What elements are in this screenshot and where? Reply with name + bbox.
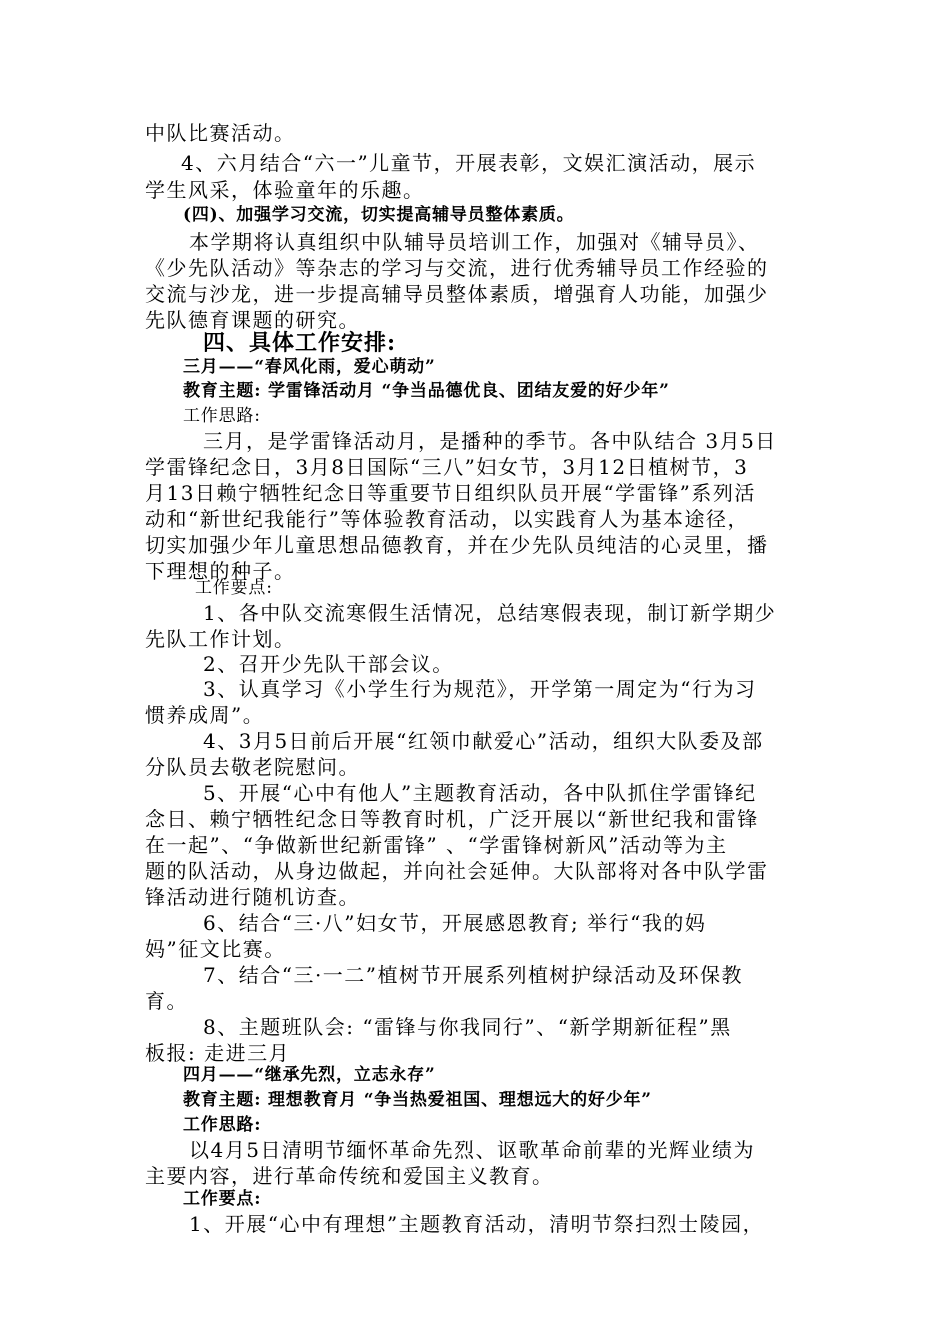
text-line: 以4月5日清明节缅怀革命先烈、讴歌革命前辈的光辉业绩为	[189, 1138, 755, 1162]
text-line: 4、六月结合“六一”儿童节，开展表彰，文娱汇演活动，展示	[181, 151, 757, 175]
subheading: 工作思路:	[183, 1115, 262, 1135]
theme-heading: 教育主题: 理想教育月 “争当热爱祖国、理想远大的好少年”	[183, 1090, 652, 1110]
text-line: 切实加强少年儿童思想品德教育，并在少先队员纯洁的心灵里，播	[145, 533, 769, 557]
text-line: 念日、赖宁牺牲纪念日等教育时机，广泛开展以“新世纪我和雷锋	[145, 807, 759, 831]
text-line: 妈”征文比赛。	[145, 937, 286, 961]
text-line: 先队工作计划。	[145, 627, 296, 651]
text-line: 《少先队活动》等杂志的学习与交流，进行优秀辅导员工作经验的	[145, 256, 769, 280]
text-line: 8、主题班队会: “雷锋与你我同行”、“新学期新征程”黑	[203, 1015, 732, 1039]
text-line: 3、认真学习《小学生行为规范》，开学第一周定为“行为习	[203, 677, 757, 701]
text-line: 下理想的种子。	[145, 559, 296, 583]
text-line: 7、结合“三·一二”植树节开展系列植树护绿活动及环保教	[203, 963, 744, 987]
subheading: 工作要点:	[183, 1189, 262, 1209]
text-line: 分队员去敬老院慰问。	[145, 755, 360, 779]
text-line: 2、召开少先队干部会议。	[203, 652, 454, 676]
text-line: 题的队活动，从身边做起，并向社会延伸。大队部将对各中队学雷	[145, 859, 769, 883]
text-line: 板报: 走进三月	[145, 1041, 291, 1065]
text-line: 先队德育课题的研究。	[145, 308, 360, 332]
text-line: 月13日赖宁牺牲纪念日等重要节日组织队员开展“学雷锋”系列活	[145, 481, 756, 505]
subheading: 工作思路:	[183, 406, 261, 426]
month-heading: 三月——“春风化雨，爱心萌动”	[183, 357, 436, 377]
text-line: 三月，是学雷锋活动月，是播种的季节。各中队结合 3月5日	[203, 429, 777, 453]
theme-heading: 教育主题: 学雷锋活动月 “争当品德优良、团结友爱的好少年”	[183, 381, 670, 401]
text-line: 育。	[145, 989, 188, 1013]
text-line: 学雷锋纪念日，3月8日国际“三八”妇女节，3月12日植树节，3	[145, 455, 749, 479]
text-line: 交流与沙龙，进一步提高辅导员整体素质，增强育人功能，加强少	[145, 282, 769, 306]
text-line: 6、结合“三·八”妇女节，开展感恩教育; 举行“我的妈	[203, 911, 707, 935]
section-heading: (四)、加强学习交流，切实提高辅导员整体素质。	[183, 205, 575, 225]
text-line: 锋活动进行随机访查。	[145, 885, 360, 909]
text-line: 中队比赛活动。	[145, 121, 296, 145]
text-line: 1、开展“心中有理想”主题教育活动，清明节祭扫烈士陵园，	[189, 1212, 765, 1236]
text-line: 惯养成周”。	[145, 703, 265, 727]
subheading: 工作要点:	[195, 578, 273, 598]
text-line: 4、3月5日前后开展“红领巾献爱心”活动，组织大队委及部	[203, 729, 764, 753]
text-line: 学生风采，体验童年的乐趣。	[145, 178, 425, 202]
chapter-heading: 四、具体工作安排:	[203, 330, 397, 356]
text-line: 动和“新世纪我能行”等体验教育活动，以实践育人为基本途径，	[145, 507, 749, 531]
month-heading: 四月——“继承先烈，立志永存”	[183, 1065, 436, 1085]
text-line: 5、开展“心中有他人”主题教育活动，各中队抓住学雷锋纪	[203, 781, 757, 805]
text-line: 主要内容，进行革命传统和爱国主义教育。	[145, 1164, 554, 1188]
text-line: 在一起”、“争做新世纪新雷锋” 、“学雷锋树新风”活动等为主	[145, 833, 728, 857]
text-line: 本学期将认真组织中队辅导员培训工作，加强对《辅导员》、	[189, 230, 760, 254]
text-line: 1、各中队交流寒假生活情况，总结寒假表现，制订新学期少	[203, 601, 777, 625]
